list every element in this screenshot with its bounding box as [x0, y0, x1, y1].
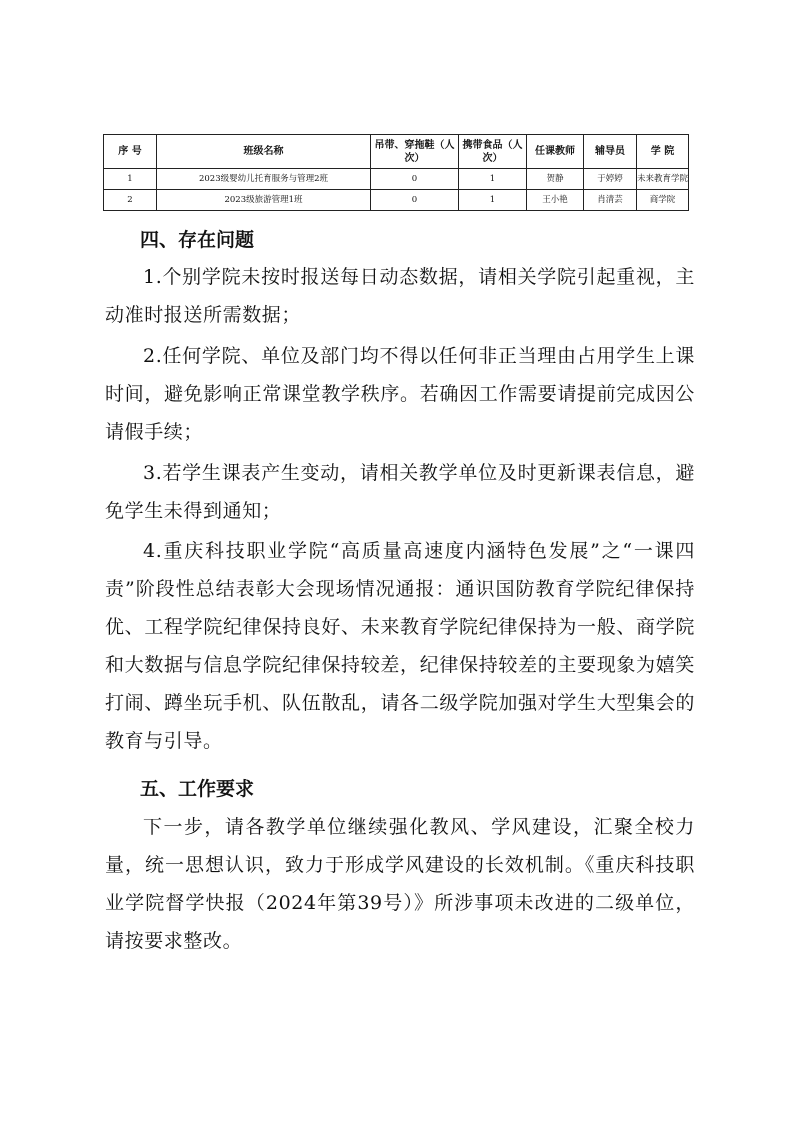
cell-teacher: 王小艳: [527, 190, 584, 211]
violation-table: [103, 134, 689, 211]
cell-class-name: 2023级旅游管理1班: [157, 190, 371, 211]
header-college: 学 院: [637, 135, 689, 169]
header-counselor: 辅导员: [584, 135, 637, 169]
section4-item-3: 3.若学生课表产生变动，请相关教学单位及时更新课表信息，避免学生未得到通知；: [105, 462, 695, 522]
header-class-name: 班级名称: [157, 135, 371, 169]
cell-counselor: 于婷婷: [584, 169, 637, 190]
section4-item-2: 2.任何学院、单位及部门均不得以任何非正当理由占用学生上课时间，避免影响正常课堂教学秩序。若确因工作需要请提前完成因公请假手续；: [105, 345, 695, 443]
cell-food-count: 1: [459, 190, 527, 211]
cell-class-name: 2023级婴幼儿托育服务与管理2班: [157, 169, 371, 190]
cell-slippers-count: 0: [371, 169, 459, 190]
cell-food-count: 1: [459, 169, 527, 190]
header-food-count: 携带食品（人次）: [459, 135, 527, 169]
table-header-row: [104, 135, 689, 169]
section4-item-4: 4.重庆科技职业学院“高质量高速度内涵特色发展”之“一课四责”阶段性总结表彰大会现场情况通报：通识国防教育学院纪律保持优、工程学院纪律保持良好、未来教育学院纪律保持为一般、商学院和大数据与信息学院纪律保持较差，纪律保持较差的主要现象为嬉笑打闹、蹲坐玩手机、队伍散乱，请各二级学院加强对学生大型集会的教育与引导。: [105, 540, 695, 752]
table-row: [104, 169, 689, 190]
header-slippers-count: 吊带、穿拖鞋（人次）: [371, 135, 459, 169]
table-row: [104, 190, 689, 211]
section5-title: 五、工作要求: [140, 778, 255, 800]
cell-slippers-count: 0: [371, 190, 459, 211]
cell-index: 1: [104, 169, 157, 190]
cell-college: 商学院: [637, 190, 689, 211]
header-teacher: 任课教师: [527, 135, 584, 169]
cell-teacher: 贺静: [527, 169, 584, 190]
section4-item-1: 1.个别学院未按时报送每日动态数据，请相关学院引起重视，主动准时报送所需数据；: [105, 266, 695, 326]
cell-index: 2: [104, 190, 157, 211]
section4-title: 四、存在问题: [140, 229, 255, 251]
cell-college: 未来教育学院: [637, 169, 689, 190]
cell-counselor: 肖清芸: [584, 190, 637, 211]
section5-body: 下一步，请各教学单位继续强化教风、学风建设，汇聚全校力量，统一思想认识，致力于形成学风建设的长效机制。《重庆科技职业学院督学快报（2024年第39号）》所涉事项未改进的二级单位，请按要求整改。: [105, 816, 695, 952]
header-index: 序 号: [104, 135, 157, 169]
